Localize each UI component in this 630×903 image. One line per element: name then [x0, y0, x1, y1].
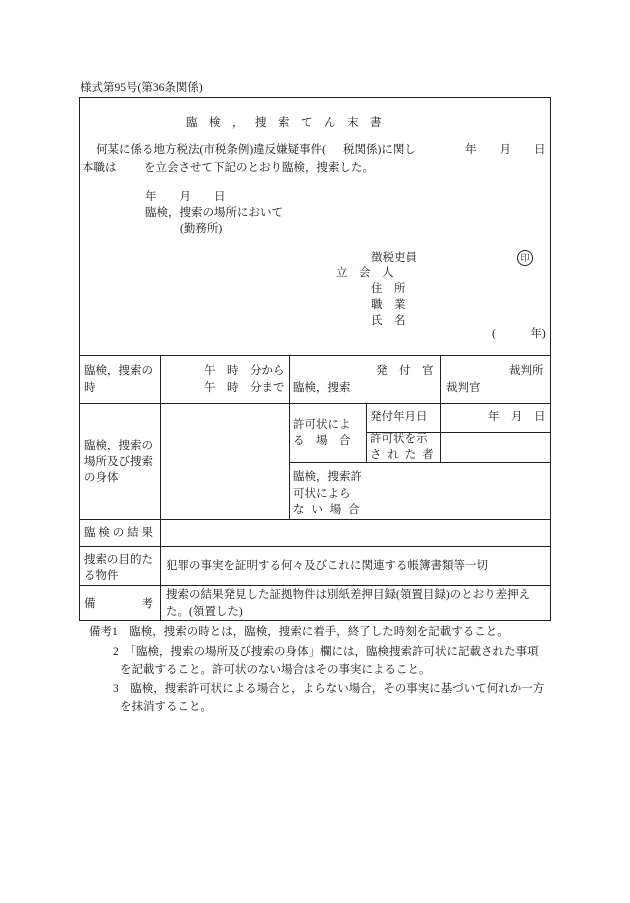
seal-mark: 印	[517, 250, 533, 266]
table-rule	[366, 403, 367, 462]
intro-tax-text: 税関係)に関し	[343, 144, 416, 156]
with-permit-label: る 場 合	[293, 435, 351, 447]
issue-date-value: 年 月 日	[488, 411, 546, 423]
table-rule	[289, 462, 551, 463]
table-rule	[289, 355, 290, 519]
document-title: 臨検，捜索てん末書	[186, 117, 393, 129]
time-label: 時	[84, 382, 96, 394]
table-rule	[440, 355, 441, 462]
intro-case-text: 何某に係る地方税法(市税条例)違反嫌疑事件(	[96, 144, 326, 156]
issuer-type: 臨検，捜索	[293, 382, 351, 394]
object-label: る物件	[84, 570, 119, 582]
note-2: 2 「臨検，捜索の場所及び捜索の身体」欄には，臨検捜索許可状に記載された事項	[113, 646, 539, 658]
note-1: 備考1 臨検，捜索の時とは，臨検，捜索に着手，終了した時刻を記載すること。	[89, 626, 509, 638]
table-rule	[160, 355, 161, 621]
table-rule	[79, 546, 551, 547]
place-label: 場所及び捜索	[84, 456, 153, 468]
remarks-value: た。(領置した)	[166, 606, 243, 618]
court-label: 裁判所	[509, 365, 544, 377]
without-permit-label: 可状によら	[293, 488, 351, 500]
intro-witness-text: を立会させて下記のとおり臨検，捜索した。	[144, 162, 374, 174]
remarks-value: 捜索の結果発見した証拠物件は別紙差押目録(領置目録)のとおり差押え	[166, 589, 531, 601]
table-rule	[79, 585, 551, 586]
intro-date: 年 月 日	[465, 144, 546, 156]
without-permit-label: な い 場 合	[293, 504, 360, 516]
time-to: 午 時 分まで	[204, 382, 285, 394]
shown-to-label: 許可状を示	[370, 433, 428, 445]
occupation-label: 職 業	[371, 299, 406, 311]
issue-date-label: 発付年月日	[370, 411, 428, 423]
object-value: 犯罪の事実を証明する何々及びこれに関連する帳簿書類等一切	[166, 560, 488, 572]
record-date: 年 月 日	[145, 191, 226, 203]
record-office: (勤務所)	[180, 223, 223, 235]
table-rule	[79, 519, 551, 520]
shown-to-label: さ れ た 者	[370, 449, 434, 461]
remarks-label: 備 考	[84, 598, 153, 610]
officer-label: 徴税吏員	[371, 252, 417, 264]
place-label: 臨検，捜索の	[84, 440, 153, 452]
table-rule	[79, 403, 551, 404]
note-3: を抹消すること。	[120, 701, 212, 713]
place-label: の身体	[84, 472, 119, 484]
address-label: 住 所	[371, 283, 406, 295]
time-label: 臨検，捜索の	[84, 365, 153, 377]
witness-label: 立 会 人	[336, 267, 394, 279]
object-label: 捜索の目的た	[84, 554, 153, 566]
judge-label: 裁判官	[446, 382, 481, 394]
form-frame	[79, 97, 551, 621]
name-label: 氏 名	[371, 315, 406, 327]
note-3: 3 臨検，捜索許可状による場合と，よらない場合，その事実に基づいて何れか一方	[113, 683, 545, 695]
table-rule	[79, 355, 551, 356]
with-permit-label: 許可状によ	[293, 419, 351, 431]
time-from: 午 時 分から	[204, 365, 285, 377]
form-number: 様式第95号(第36条関係)	[80, 82, 203, 94]
without-permit-label: 臨検，捜索許	[293, 471, 362, 483]
issuer-label: 発 付 官	[376, 365, 434, 377]
note-2: を記載すること。許可状のない場合はその事実によること。	[120, 664, 431, 676]
age-label: ( 年)	[492, 328, 546, 340]
result-label: 臨 検 の 結 果	[84, 527, 153, 539]
record-place-line: 臨検，捜索の場所において	[145, 207, 283, 219]
intro-officer-text: 本職は	[82, 162, 117, 174]
